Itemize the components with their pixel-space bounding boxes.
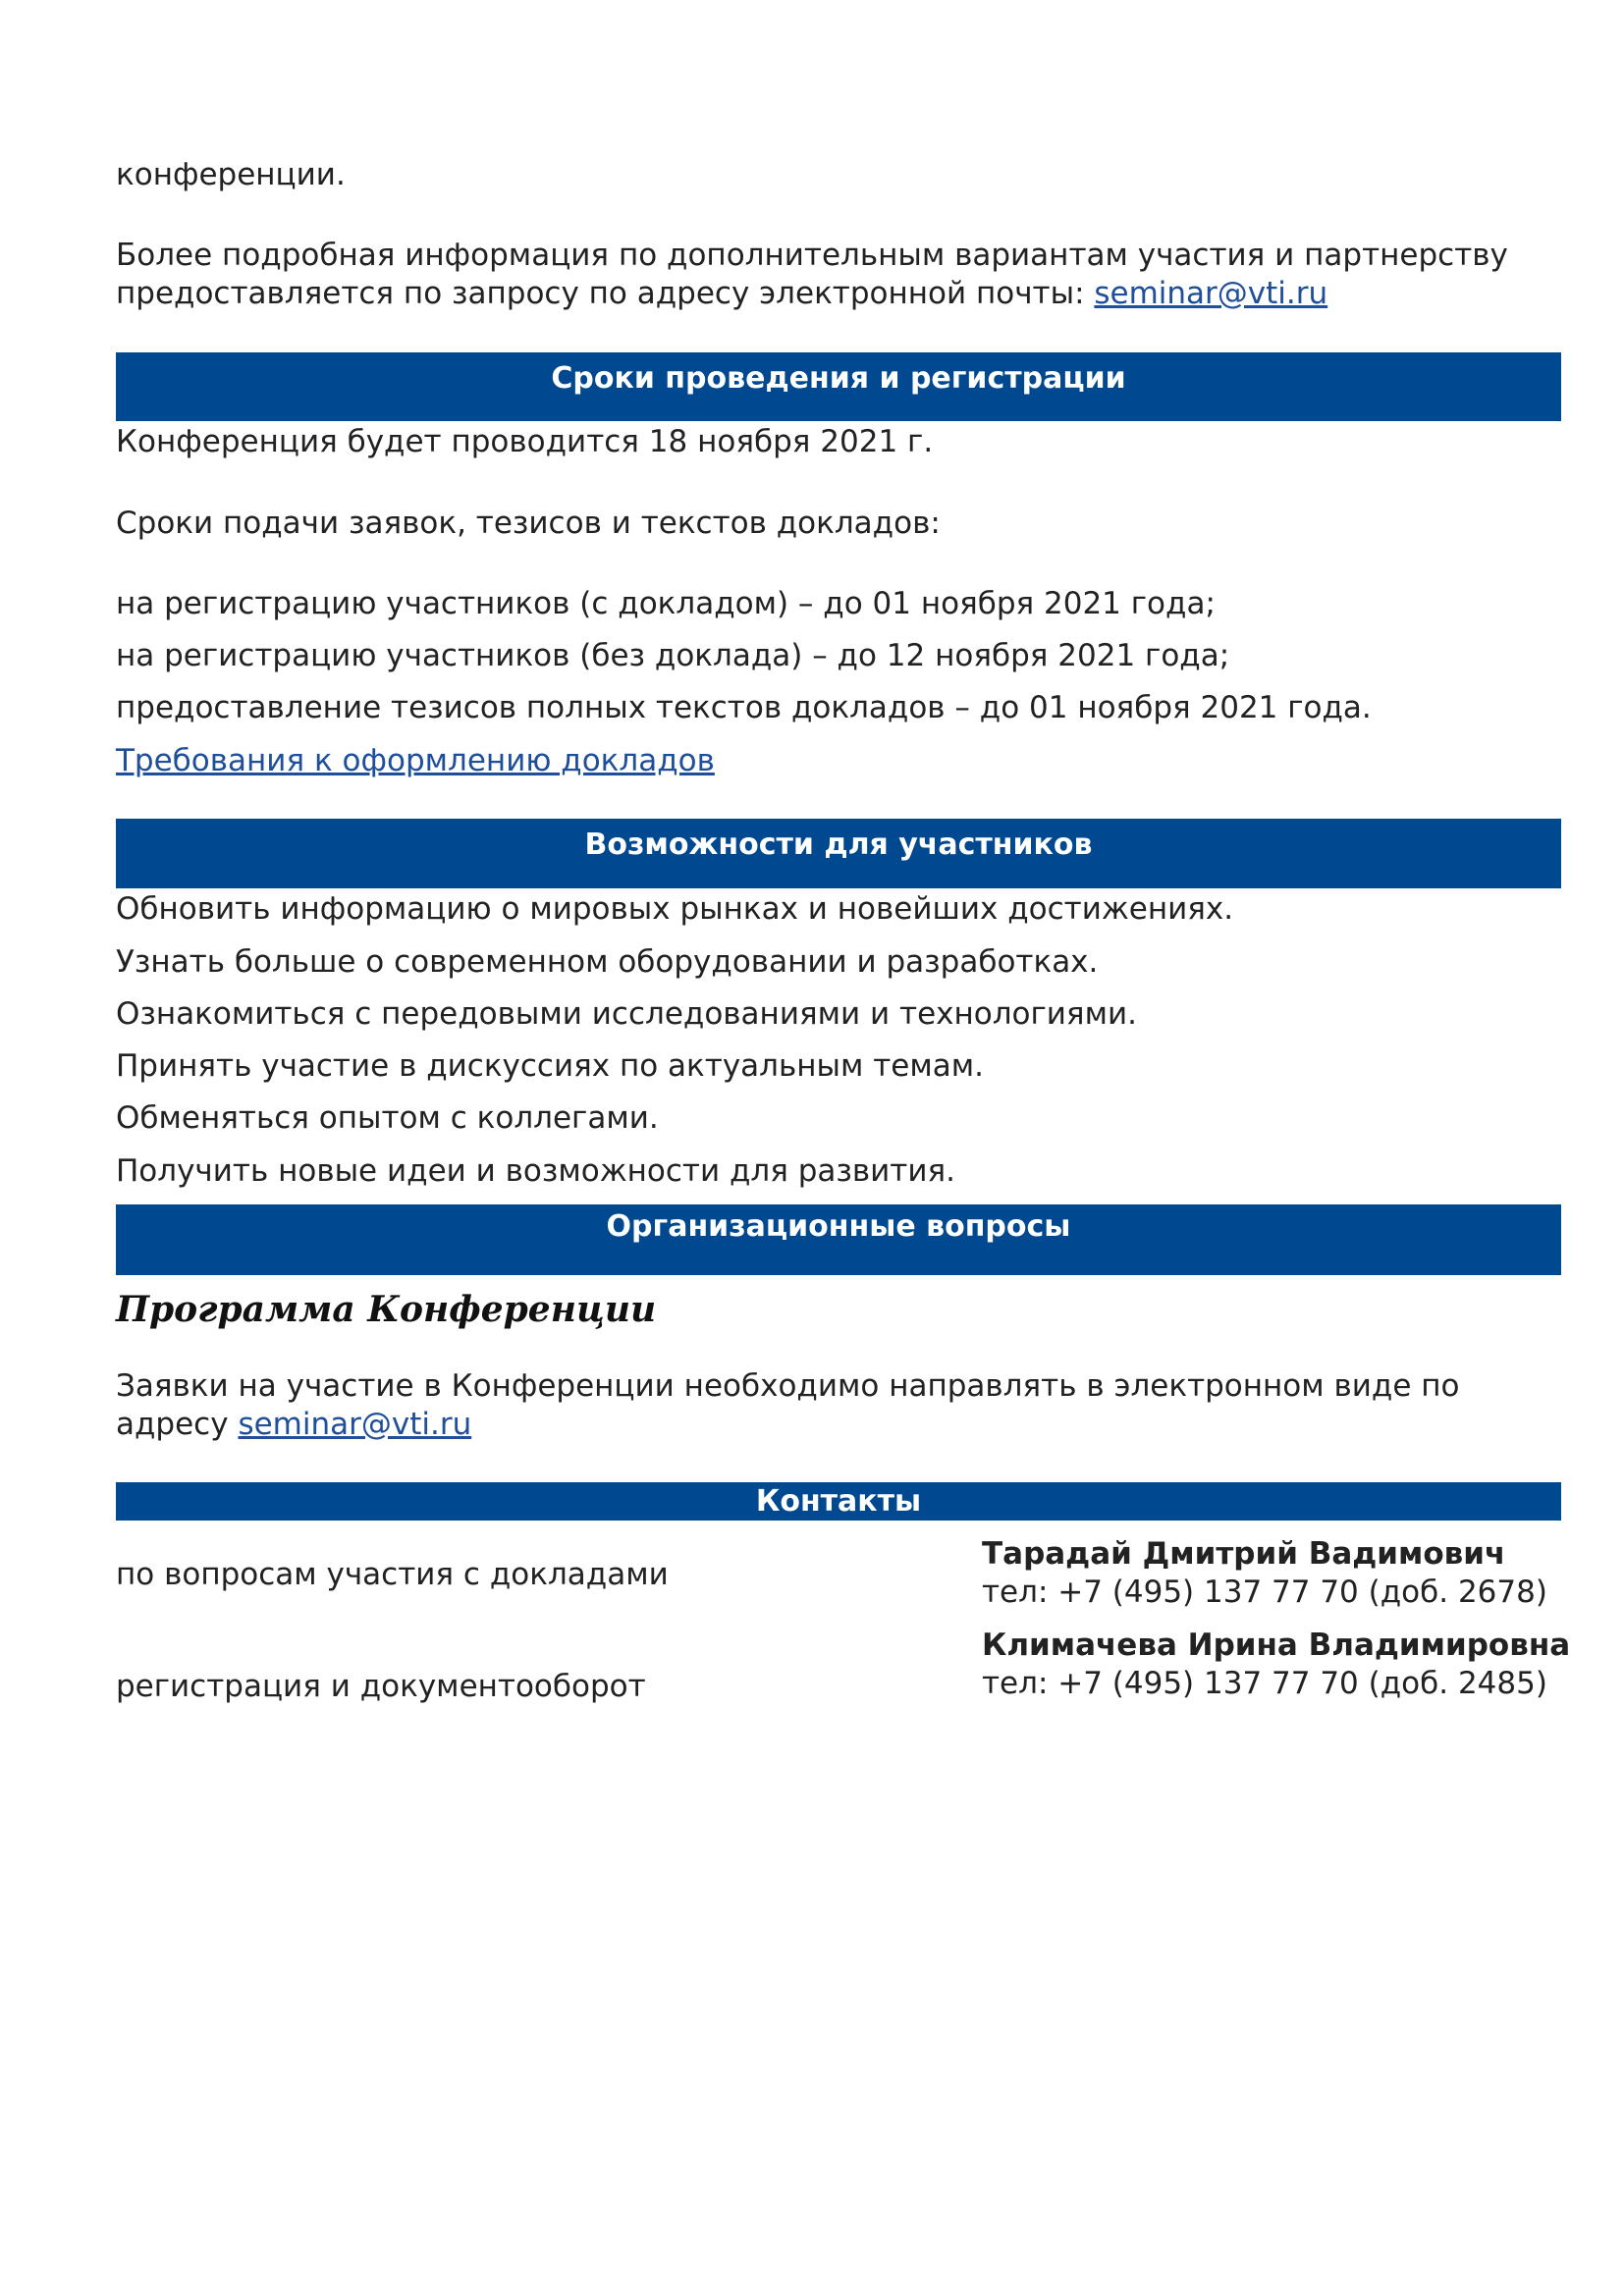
opportunity-item: Принять участие в дискуссиях по актуальным темам. xyxy=(116,1048,984,1084)
contact-phone: тел: +7 (495) 137 77 70 (доб. 2678) xyxy=(982,1575,1547,1610)
more-info-line: Более подробная информация по дополнительным вариантам участия и партнерству xyxy=(116,238,1508,273)
section-header-contacts: Контакты xyxy=(116,1482,1561,1521)
intro-text-tail: конференции. xyxy=(116,157,346,192)
contact-name: Климачева Ирина Владимировна xyxy=(982,1628,1571,1663)
opportunity-item: Обновить информацию о мировых рынках и новейших достижениях. xyxy=(116,891,1234,927)
more-info-line xyxy=(116,274,1327,313)
requirements-link[interactable]: Требования к оформлению докладов xyxy=(116,743,715,778)
opportunity-item: Обменяться опытом с коллегами. xyxy=(116,1100,659,1136)
applications-line xyxy=(116,1405,471,1444)
applications-line: Заявки на участие в Конференции необходимо направлять в электронном виде по xyxy=(116,1368,1460,1404)
conference-date: Конференция будет проводится 18 ноября 2021 г. xyxy=(116,424,934,459)
more-info-line-text: предоставляется по запросу по адресу электронной почты: xyxy=(116,276,1095,311)
email-link[interactable]: seminar@vti.ru xyxy=(1094,276,1328,311)
contact-name: Тарадай Дмитрий Вадимович xyxy=(982,1536,1506,1572)
contact-topic: по вопросам участия с докладами xyxy=(116,1557,669,1592)
opportunity-item: Узнать больше о современном оборудовании и разработках. xyxy=(116,944,1099,980)
contact-topic: регистрация и документооборот xyxy=(116,1669,646,1704)
deadline-item: на регистрацию участников (с докладом) – до 01 ноября 2021 года; xyxy=(116,586,1216,621)
deadline-item: предоставление тезисов полных текстов докладов – до 01 ноября 2021 года. xyxy=(116,690,1372,725)
opportunity-item: Ознакомиться с передовыми исследованиями и технологиями. xyxy=(116,996,1137,1032)
email-link[interactable]: seminar@vti.ru xyxy=(238,1407,472,1442)
applications-line-text: адресу xyxy=(116,1407,239,1442)
program-title: Программа Конференции xyxy=(116,1289,657,1330)
section-header-organizational: Организационные вопросы xyxy=(116,1204,1561,1275)
opportunity-item: Получить новые идеи и возможности для развития. xyxy=(116,1153,956,1189)
section-header-dates: Сроки проведения и регистрации xyxy=(116,352,1561,421)
deadline-item: на регистрацию участников (без доклада) – до 12 ноября 2021 года; xyxy=(116,638,1230,673)
section-header-opportunities: Возможности для участников xyxy=(116,819,1561,888)
contact-phone: тел: +7 (495) 137 77 70 (доб. 2485) xyxy=(982,1666,1547,1701)
deadlines-heading: Сроки подачи заявок, тезисов и текстов докладов: xyxy=(116,506,941,541)
